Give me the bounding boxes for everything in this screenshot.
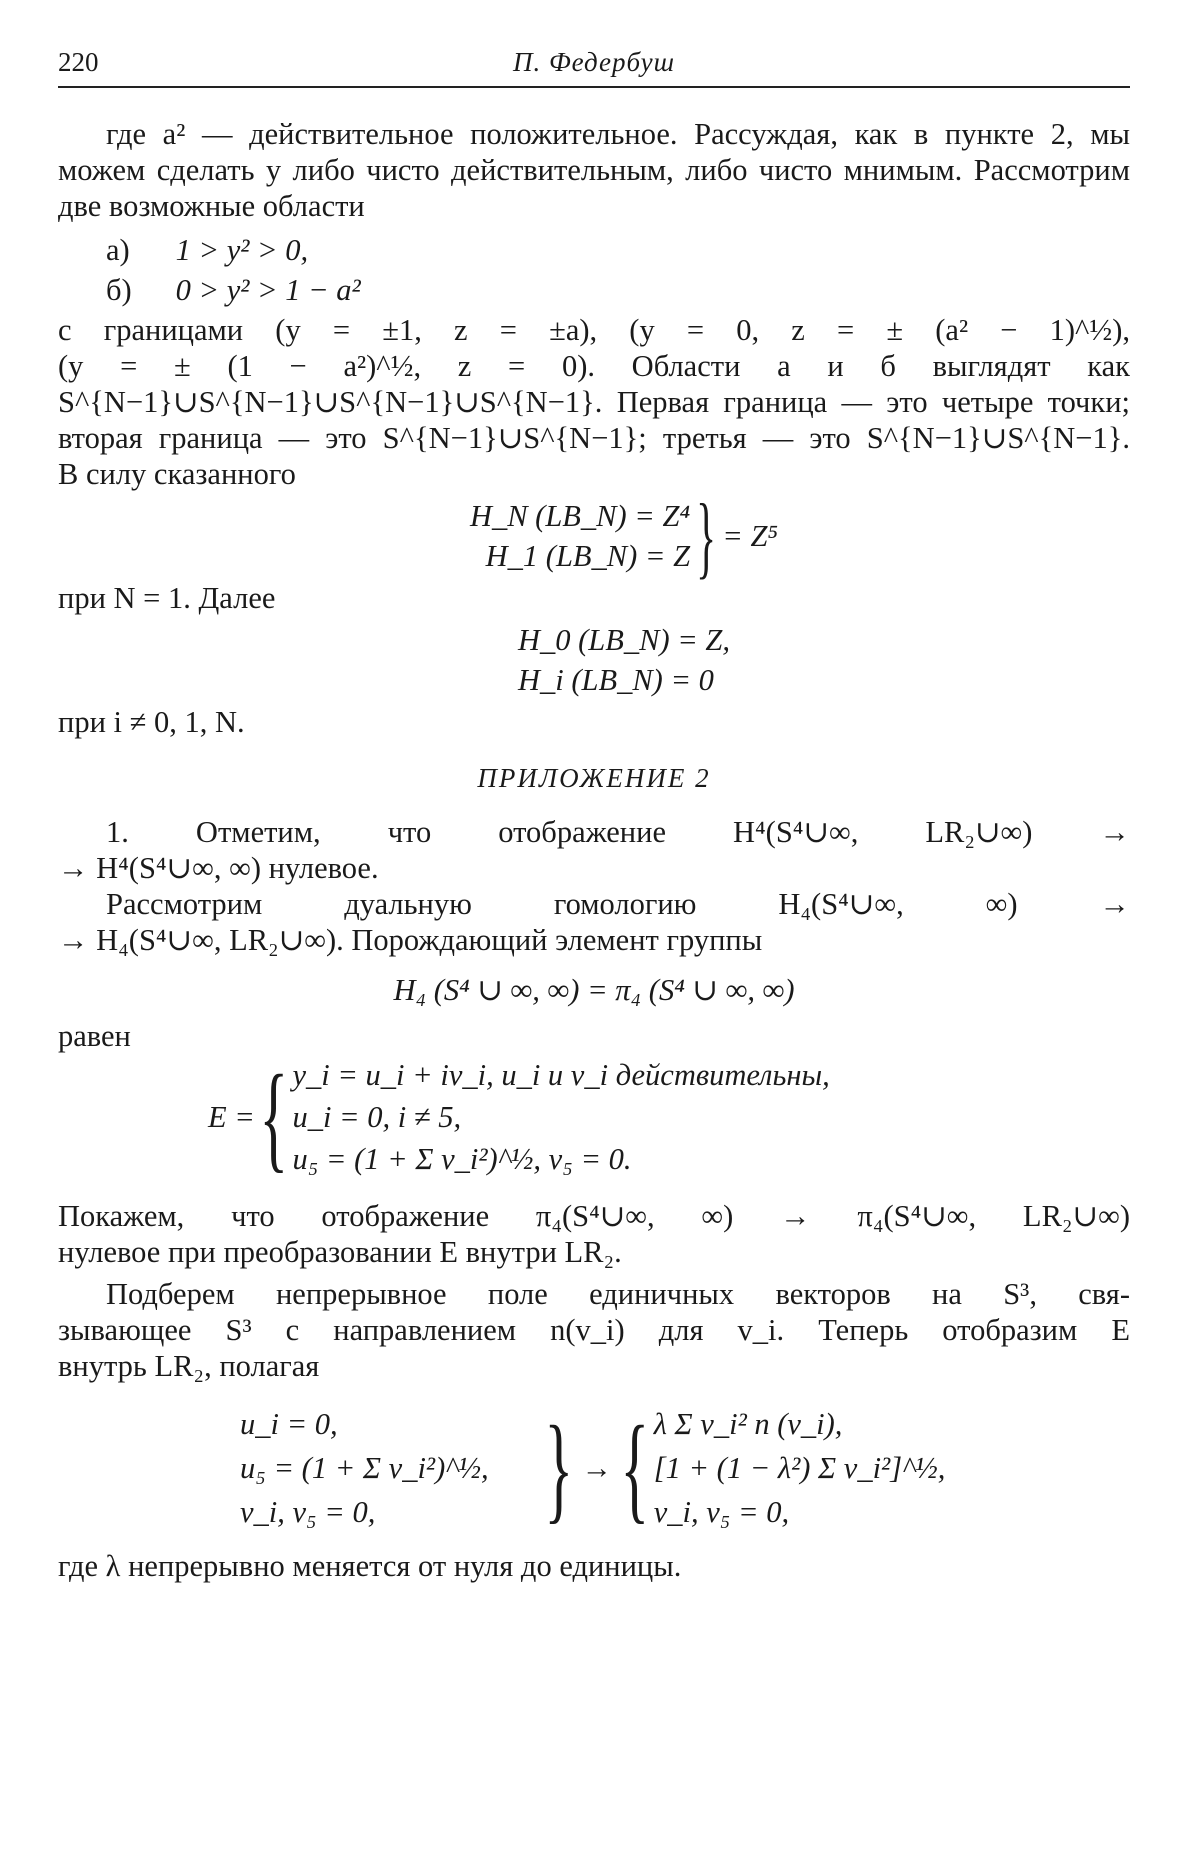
- boundary-line-3: S^{N−1}∪S^{N−1}∪S^{N−1}∪S^{N−1}. Первая граница — это четыре точки;: [58, 385, 1130, 419]
- text-i-condition: при i ≠ 0, 1, N.: [58, 705, 245, 739]
- right-brace: }: [696, 485, 717, 587]
- equation-row: H_1 (LB_N) = Z: [485, 539, 691, 573]
- boundary-line-4: вторая граница — это S^{N−1}∪S^{N−1}; третья — это S^{N−1}∪S^{N−1}.: [58, 421, 1130, 455]
- page: [58, 40, 1130, 1584]
- case-b: [106, 272, 1130, 312]
- equation-row: H_0 (LB_N) = Z,: [517, 623, 731, 657]
- map-right-row: v_i, v₅ = 0,: [653, 1495, 790, 1529]
- boundary-line-1: с границами (y = ±1, z = ±a), (y = 0, z = ± (a² − 1)^½),: [58, 313, 1130, 347]
- choose-line-3: внутрь LR₂, полагая: [58, 1349, 320, 1383]
- system-row: y_i = u_i + iv_i, u_i и v_i действительны,: [292, 1058, 830, 1092]
- map-left-row: v_i, v₅ = 0,: [240, 1495, 376, 1529]
- text-equals: равен: [58, 1019, 131, 1053]
- final-sentence: где λ непрерывно меняется от нуля до единицы.: [58, 1549, 682, 1583]
- choose-line-1: Подберем непрерывное поле единичных векторов на S³, свя-: [106, 1277, 1130, 1311]
- equation-generator: H₄ (S⁴ ∪ ∞, ∞) = π₄ (S⁴ ∪ ∞, ∞): [393, 973, 795, 1007]
- running-head-author: П. Федербуш: [512, 47, 676, 77]
- show-line-2: нулевое при преобразовании E внутри LR₂.: [58, 1235, 622, 1269]
- dual-line-2: → H₄(S⁴∪∞, LR₂∪∞). Порождающий элемент группы: [58, 923, 763, 957]
- case-formula: 0 > y² > 1 − a²: [175, 273, 361, 307]
- system-row: u₅ = (1 + Σ v_i²)^½, v₅ = 0.: [292, 1142, 632, 1176]
- map-right-row: [1 + (1 − λ²) Σ v_i²]^½,: [653, 1451, 946, 1485]
- equation-rhs: = Z⁵: [722, 519, 779, 553]
- equation-homology-zero: [118, 620, 1130, 700]
- case-label: а): [106, 233, 130, 267]
- system-E: [208, 1050, 1130, 1183]
- show-line-1: Покажем, что отображение π₄(S⁴∪∞, ∞) → π₄(S⁴∪∞, LR₂∪∞): [58, 1199, 1130, 1233]
- map-right-row: λ Σ v_i² n (v_i),: [653, 1407, 843, 1441]
- choose-line-2: зывающее S³ с направлением n(v_i) для v_i. Теперь отобразим E: [58, 1313, 1130, 1347]
- boundary-line-2: (y = ± (1 − a²)^½, z = 0). Области а и б выглядят как: [58, 349, 1130, 383]
- equation-homology-n1: [118, 485, 1130, 587]
- left-brace: {: [259, 1050, 289, 1183]
- page-number: 220: [58, 47, 99, 77]
- item1-line-2: → H⁴(S⁴∪∞, ∞) нулевое.: [58, 851, 379, 885]
- running-head: [58, 40, 1130, 88]
- right-brace: }: [544, 1401, 574, 1534]
- boundary-line-5: В силу сказанного: [58, 457, 296, 491]
- map-left-row: u₅ = (1 + Σ v_i²)^½,: [240, 1451, 489, 1485]
- section-title: ПРИЛОЖЕНИЕ 2: [477, 763, 711, 793]
- paragraph-intro: где a² — действительное положительное. Рассуждая, как в пункте 2, мы можем сделать y либо чисто действительным, либо чисто мнимым. Рассмотрим две возможные области: [58, 117, 1130, 223]
- case-label: б): [106, 273, 132, 307]
- equation-row: H_i (LB_N) = 0: [517, 663, 714, 697]
- system-row: u_i = 0, i ≠ 5,: [292, 1100, 462, 1134]
- case-a: [106, 232, 1130, 272]
- equation-row: H_N (LB_N) = Z⁴: [469, 499, 691, 533]
- text-n-equals-1: при N = 1. Далее: [58, 581, 276, 615]
- system-lhs: E =: [208, 1100, 255, 1134]
- case-formula: 1 > y² > 0,: [175, 233, 309, 267]
- map-left-row: u_i = 0,: [240, 1407, 338, 1441]
- item1-line-1: 1. Отметим, что отображение H⁴(S⁴∪∞, LR₂∪∞) →: [106, 815, 1130, 849]
- left-brace: {: [620, 1401, 650, 1534]
- equation-map: [240, 1402, 1130, 1534]
- dual-line-1: Рассмотрим дуальную гомологию H₄(S⁴∪∞, ∞) →: [106, 887, 1130, 921]
- arrow-icon: →: [581, 1451, 613, 1485]
